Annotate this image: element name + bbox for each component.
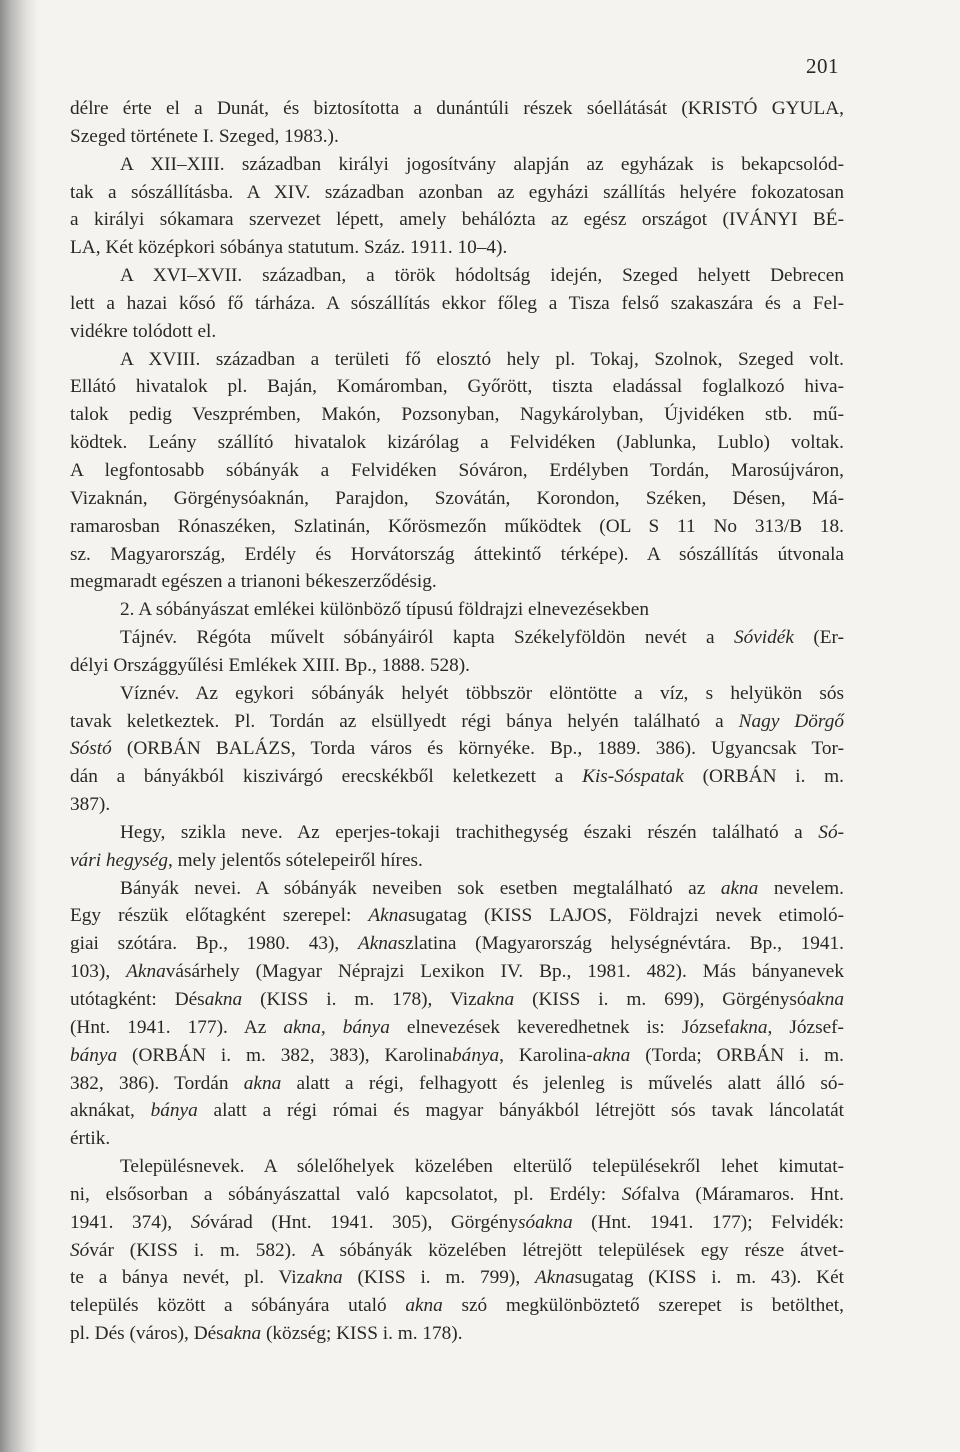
italic-text: Nagy Dörgő [738, 710, 845, 732]
italic-text: Akna [357, 933, 398, 955]
text-line [70, 875, 844, 903]
text-segment: várad (Hnt. 1941. 305), Görgény [210, 1211, 518, 1233]
text-segment: Víznév. Az egykori sóbányák helyét többször elöntötte a víz, s helyükön sós [120, 682, 844, 704]
text-line [70, 986, 844, 1014]
text-segment: Ellátó hivatalok pl. Baján, Komáromban, Győrött, tiszta eladással foglalkozó hiva- [70, 376, 844, 398]
text-segment: 382, 386). Tordán [70, 1072, 244, 1094]
text-line [70, 596, 844, 624]
text-segment: talok pedig Veszprémben, Makón, Pozsonyban, Nagykárolyban, Újvidéken stb. mű- [70, 404, 844, 426]
text-segment: ködtek. Leány szállító hivatalok kizárólag a Felvidéken (Jablunka, Lublo) voltak. [70, 432, 844, 454]
text-segment: (Er- [793, 627, 844, 649]
text-segment: délre érte el a Dunát, és biztosította a dunántúli részek sóellátását (KRISTÓ GYULA, [70, 98, 844, 119]
text-line [70, 123, 844, 151]
text-line [70, 568, 844, 596]
italic-text: akna [405, 1295, 443, 1317]
text-segment: Egy részük előtagként szerepel: [70, 905, 369, 927]
text-line [70, 930, 844, 958]
italic-text: Só- [818, 821, 844, 843]
text-segment: (ORBÁN i. m. 382, 383), Karolina [117, 1044, 453, 1066]
text-line [70, 735, 844, 763]
text-line [70, 457, 844, 485]
text-segment: falva (Máramaros. Hnt. [641, 1183, 844, 1205]
text-line [70, 1209, 844, 1237]
text-segment: sugatag (KISS i. m. 43). Két [574, 1267, 844, 1289]
text-segment: dán a bányákból kiszivárgó erecskékből keletkezett a [70, 766, 583, 788]
text-segment: (Hnt. 1941. 177); Felvidék: [572, 1211, 844, 1233]
text-segment: 103), [70, 961, 127, 983]
text-segment: (ORBÁN i. m. [683, 766, 845, 788]
italic-text: akna [806, 989, 844, 1010]
text-segment: utótagként: Dés [70, 989, 205, 1010]
book-spine-shadow [0, 0, 38, 1452]
text-line [70, 234, 844, 262]
text-segment: Településnevek. A sólelőhelyek közelében elterülő településekről lehet kimutat- [120, 1156, 844, 1178]
text-segment: alatt a régi, felhagyott és jelenleg is művelés alatt álló só- [281, 1072, 844, 1094]
italic-text: akna [476, 989, 515, 1010]
text-line [70, 206, 844, 234]
text-segment: ni, elsősorban a sóbányászattal való kapcsolatot, pl. Erdély: [70, 1183, 622, 1205]
italic-text: akna [204, 989, 243, 1010]
text-segment: megmaradt egészen a trianoni békeszerződésig. [70, 571, 437, 593]
text-line [70, 485, 844, 513]
text-segment: nevelem. [758, 877, 844, 899]
text-line [70, 680, 844, 708]
text-segment: 2. A sóbányászat emlékei különböző típusú földrajzi elnevezésekben [120, 599, 650, 621]
text-line [70, 1153, 844, 1181]
text-line [70, 1014, 844, 1042]
text-line [70, 1097, 844, 1125]
text-line [70, 763, 844, 791]
text-segment: Szeged története I. Szeged, 1983.). [70, 125, 339, 147]
text-segment: alatt a régi római és magyar bányákból létrejött sós tavak láncolatát [197, 1100, 845, 1122]
text-segment: vásárhely (Magyar Néprajzi Lexikon IV. Bp., 1981. 482). Más bányanevek [165, 961, 845, 983]
text-segment: (Torda; ORBÁN i. m. [630, 1044, 844, 1066]
text-segment: Bányák nevei. A sóbányák neveiben sok esetben megtalálható az [120, 877, 721, 899]
italic-text: akna [720, 877, 759, 899]
text-segment: (KISS i. m. 178), Viz [242, 989, 477, 1010]
text-line [70, 1125, 844, 1153]
italic-text: vári hegység [70, 849, 168, 871]
text-segment: értik. [70, 1128, 111, 1150]
text-line [70, 902, 844, 930]
text-line [70, 318, 844, 346]
text-segment: ramarosban Rónaszéken, Szlatinán, Kőrösmezőn működtek (OL S 11 No 313/B 18. [70, 515, 844, 537]
italic-text: Sóstó [70, 738, 112, 760]
text-segment: (Hnt. 1941. 177). Az [70, 1016, 284, 1038]
text-line [70, 958, 844, 986]
text-segment: (község; KISS i. m. 178). [261, 1323, 463, 1345]
italic-text: akna, bánya [283, 1016, 390, 1038]
text-segment: , Karolina- [499, 1044, 593, 1066]
italic-text: akna [592, 1044, 631, 1066]
text-segment: szlatina (Magyarország helységnévtára. Bp., 1941. [397, 933, 844, 955]
text-segment: A legfontosabb sóbányák a Felvidéken Sóváron, Erdélyben Tordán, Marosújváron, [70, 459, 844, 481]
text-segment: vidékre tolódott el. [70, 320, 217, 342]
italic-text: akna [305, 1267, 343, 1289]
text-line [70, 791, 844, 819]
text-segment: település között a sóbányára utaló [70, 1295, 406, 1317]
text-line [70, 819, 844, 847]
text-line [70, 262, 844, 290]
text-segment: , mely jelentős sótelepeiről híres. [167, 849, 423, 871]
text-segment: aknákat, [70, 1100, 151, 1122]
text-segment: A XVIII. században a területi fő elosztó hely pl. Tokaj, Szolnok, Szeged volt. [120, 348, 844, 370]
text-line [70, 373, 844, 401]
italic-text: Só [190, 1211, 210, 1233]
text-segment: tak a sószállításba. A XIV. században azonban az egyházi szállítás helyére fokozatosan [70, 181, 844, 203]
text-line [70, 1292, 844, 1320]
italic-text: Só [621, 1183, 642, 1205]
text-segment: délyi Országgyűlési Emlékek XIII. Bp., 1888. 528). [70, 654, 471, 676]
italic-text: akna [223, 1323, 262, 1345]
text-line [70, 290, 844, 318]
text-segment: (ORBÁN BALÁZS, Torda város és környéke. Bp., 1889. 386). Ugyancsak Tor- [111, 738, 844, 760]
italic-text: akna [243, 1072, 282, 1094]
italic-text: Sóvidék [733, 627, 794, 649]
text-line [70, 179, 844, 207]
text-line [70, 1070, 844, 1098]
text-segment: 387). [70, 794, 111, 816]
text-line [70, 95, 844, 123]
text-line [70, 346, 844, 374]
text-segment: , József- [767, 1016, 844, 1038]
text-line [70, 708, 844, 736]
italic-text: bánya [452, 1044, 500, 1066]
italic-text: Akna [126, 961, 166, 983]
text-line [70, 151, 844, 179]
text-segment: te a bánya nevét, pl. Viz [70, 1267, 306, 1289]
text-line [70, 1181, 844, 1209]
text-segment: giai szótára. Bp., 1980. 43), [70, 933, 358, 955]
text-line [70, 429, 844, 457]
italic-text: Só [70, 1239, 90, 1261]
italic-text: Kis-Sóspatak [582, 766, 684, 788]
italic-text: Akna [368, 905, 409, 927]
text-segment: LA, Két középkori sóbánya statutum. Száz. 1911. 10–4). [70, 237, 508, 259]
text-line [70, 847, 844, 875]
text-segment: A XVI–XVII. században, a török hódoltság idején, Szeged helyett Debrecen [120, 265, 844, 287]
italic-text: bánya [70, 1044, 118, 1066]
text-segment: szó megkülönböztető szerepet is betölthet, [442, 1295, 844, 1317]
italic-text: akna [730, 1016, 768, 1038]
text-segment: elnevezések keveredhetnek is: József [389, 1016, 731, 1038]
text-line [70, 652, 844, 680]
text-segment: Vizaknán, Görgénysóaknán, Parajdon, Szovátán, Korondon, Széken, Désen, Má- [70, 487, 844, 509]
text-line [70, 401, 844, 429]
text-line [70, 1320, 844, 1348]
text-segment: lett a hazai kősó fő tárháza. A sószállítás ekkor főleg a Tisza felső szakaszára és a Fel- [70, 292, 844, 314]
body-text [70, 95, 844, 1348]
text-segment: (KISS i. m. 699), Görgénysó [514, 989, 807, 1010]
text-line [70, 513, 844, 541]
text-segment: sz. Magyarország, Erdély és Horvátország áttekintő térképe). A sószállítás útvonala [70, 543, 844, 565]
text-segment: A XII–XIII. században királyi jogosítvány alapján az egyházak is bekapcsolód- [120, 153, 844, 175]
text-segment: tavak keletkeztek. Pl. Tordán az elsüllyedt régi bánya helyén található a [70, 710, 739, 732]
text-segment: 1941. 374), [70, 1211, 191, 1233]
text-line [70, 1042, 844, 1070]
text-segment: Tájnév. Régóta művelt sóbányáiról kapta Székelyföldön nevét a [120, 627, 734, 649]
italic-text: sóakna [517, 1211, 573, 1233]
text-segment: a királyi sókamara szervezet lépett, amely behálózta az egész országot (IVÁNYI BÉ- [70, 209, 844, 231]
page-number: 201 [806, 54, 839, 78]
italic-text: bánya [150, 1100, 198, 1122]
italic-text: Akna [534, 1267, 575, 1289]
text-segment: sugatag (KISS LAJOS, Földrajzi nevek etimoló- [408, 905, 844, 927]
text-segment: vár (KISS i. m. 582). A sóbányák közelében létrejött települések egy része átvet- [89, 1239, 844, 1261]
text-line [70, 1237, 844, 1265]
text-line [70, 1264, 844, 1292]
text-line [70, 541, 844, 569]
text-segment: pl. Dés (város), Dés [70, 1323, 224, 1345]
text-segment: (KISS i. m. 799), [342, 1267, 535, 1289]
text-segment: Hegy, szikla neve. Az eperjes-tokaji trachithegység északi részén található a [120, 821, 819, 843]
text-line [70, 624, 844, 652]
